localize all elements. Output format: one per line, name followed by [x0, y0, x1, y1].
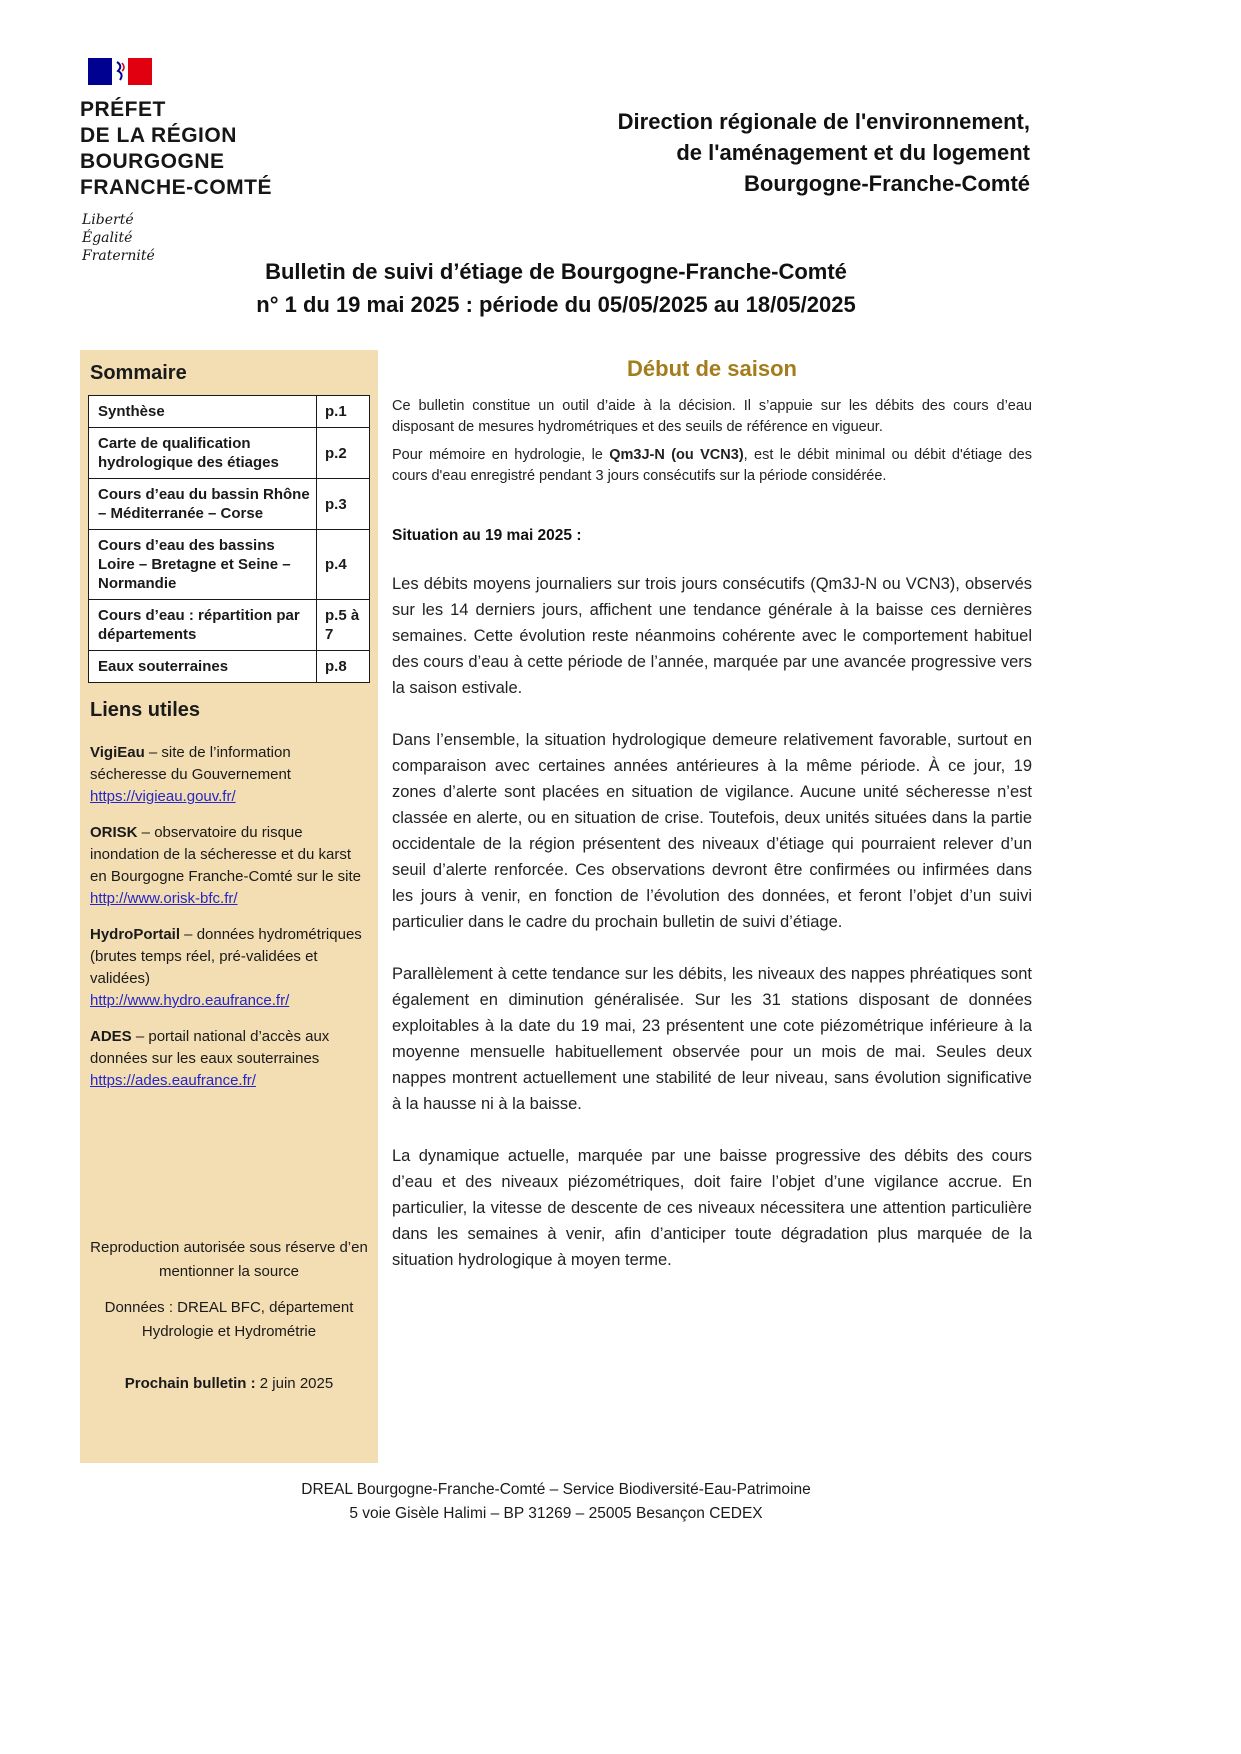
link-item-ades	[90, 1026, 368, 1092]
toc-row-eaux-souterraines	[89, 651, 370, 683]
toc-row-loire-seine	[89, 530, 370, 600]
republic-logo-block	[80, 58, 380, 265]
intro-p2-before: Pour mémoire en hydrologie, le	[392, 447, 610, 463]
liens-utiles-heading: Liens utiles	[90, 699, 201, 721]
link-item-vigieau	[90, 742, 368, 808]
toc-label: Synthèse	[89, 396, 317, 428]
toc-label: Cours d’eau des bassins Loire – Bretagne et Seine – Normandie	[89, 530, 317, 600]
next-bulletin-note	[90, 1372, 368, 1396]
toc-label: Cours d’eau du bassin Rhône – Méditerranée – Corse	[89, 479, 317, 530]
direction-header	[618, 106, 1030, 199]
toc-row-departements	[89, 600, 370, 651]
toc-row-carte	[89, 428, 370, 479]
motto-line: Fraternité	[82, 248, 155, 264]
body-paragraph-2: Dans l’ensemble, la situation hydrologique demeure relativement favorable, surtout en comparaison avec certaines années antérieures à la même période. À ce jour, 19 zones d’alerte sont placées en situation de vigilance. Aucune unité sécheresse n’est classée en alerte, ou en situation de crise. Toutefois, deux unités situées dans la partie occidentale de la région présentent des niveaux d’étiage qui pourraient relever d’un seuil d’alerte renforcée. Ces observations devront être confirmées ou infirmées dans les jours à venir, en fonction de l’évolution des données, et feront l’objet d’un suivi particulier dans le cadre du prochain bulletin de suivi d’étiage.	[392, 731, 1032, 931]
french-flag-icon	[88, 58, 152, 85]
document-title-line1: Bulletin de suivi d’étiage de Bourgogne-Franche-Comté	[265, 259, 847, 284]
link-desc: – portail national d’accès aux données sur les eaux souterraines	[90, 1028, 330, 1067]
body-paragraph-4: La dynamique actuelle, marquée par une baisse progressive des débits des cours d’eau et des niveaux piézométriques, doit faire l’objet d’une vigilance accrue. En particulier, la vitesse de descente de ces niveaux nécessitera une attention particulière dans les semaines à venir, afin d’anticiper toute dégradation plus marquée de la situation hydrologique à moyen terme.	[392, 1147, 1032, 1269]
link-name: ADES	[90, 1028, 132, 1045]
direction-line: Direction régionale de l'environnement,	[617, 109, 1030, 134]
vigieau-link[interactable]: https://vigieau.gouv.fr/	[90, 788, 236, 805]
toc-page: p.4	[317, 530, 370, 600]
motto-line: Liberté	[82, 212, 134, 228]
toc-label: Eaux souterraines	[89, 651, 317, 683]
data-source-note: Données : DREAL BFC, département Hydrologie et Hydrométrie	[104, 1299, 354, 1340]
intro-paragraph-2	[392, 445, 1032, 487]
intro-p2-after: , est le débit minimal ou débit d'étiage des cours d'eau enregistré pendant 3 jours consécutifs sur la période considérée.	[392, 447, 1032, 484]
toc-row-synthese	[89, 396, 370, 428]
table-of-contents	[88, 395, 370, 683]
toc-page: p.3	[317, 479, 370, 530]
link-item-hydroportail	[90, 924, 368, 1012]
toc-label: Carte de qualification hydrologique des étiages	[89, 428, 317, 479]
sidebar-panel	[80, 350, 378, 1463]
toc-page: p.5 à 7	[317, 600, 370, 651]
hydroportail-link[interactable]: http://www.hydro.eaufrance.fr/	[90, 992, 290, 1009]
footer-line2: 5 voie Gisèle Halimi – BP 31269 – 25005 Besançon CEDEX	[349, 1505, 763, 1522]
next-bulletin-date: 2 juin 2025	[255, 1375, 334, 1392]
toc-page: p.1	[317, 396, 370, 428]
toc-page: p.2	[317, 428, 370, 479]
intro-paragraph-1: Ce bulletin constitue un outil d’aide à la décision. Il s’appuie sur les débits des cours d’eau disposant de mesures hydrométriques et des seuils de référence en vigueur.	[392, 398, 1032, 435]
document-title-line2: n° 1 du 19 mai 2025 : période du 05/05/2025 au 18/05/2025	[256, 292, 856, 317]
direction-line: de l'aménagement et du logement	[676, 140, 1030, 165]
link-name: ORISK	[90, 824, 138, 841]
toc-row-rhone	[89, 479, 370, 530]
link-desc: – observatoire du risque inondation de la sécheresse et du karst en Bourgogne Franche-Comté sur le site	[90, 824, 361, 885]
link-name: VigiEau	[90, 744, 145, 761]
prefet-line: DE LA RÉGION	[80, 124, 237, 147]
sommaire-heading: Sommaire	[90, 362, 187, 384]
link-desc: – site de l’information sécheresse du Gouvernement	[90, 744, 291, 783]
ades-link[interactable]: https://ades.eaufrance.fr/	[90, 1072, 256, 1089]
link-item-orisk	[90, 822, 368, 910]
toc-label: Cours d’eau : répartition par départements	[89, 600, 317, 651]
reproduction-note: Reproduction autorisée sous réserve d’en mentionner la source	[90, 1239, 368, 1280]
season-heading: Début de saison	[627, 356, 797, 381]
orisk-link[interactable]: http://www.orisk-bfc.fr/	[90, 890, 238, 907]
footer-line1: DREAL Bourgogne-Franche-Comté – Service Biodiversité-Eau-Patrimoine	[301, 1481, 811, 1498]
intro-p2-term: Qm3J-N (ou VCN3)	[609, 447, 744, 463]
body-paragraph-3: Parallèlement à cette tendance sur les débits, les niveaux des nappes phréatiques sont également en diminution généralisée. Sur les 31 stations disposant de données exploitables à la date du 19 mai, 23 présentent une cote piézométrique inférieure à la moyenne mensuelle habituellement observée pour un mois de mai. Seules deux nappes montrent actuellement une stabilité de leur niveau, sans évolution significative à la hausse ni à la baisse.	[392, 965, 1032, 1113]
toc-page: p.8	[317, 651, 370, 683]
direction-line: Bourgogne-Franche-Comté	[744, 171, 1030, 196]
prefet-line: FRANCHE-COMTÉ	[80, 176, 272, 199]
document-title	[80, 255, 1032, 321]
prefet-line: BOURGOGNE	[80, 150, 225, 173]
link-name: HydroPortail	[90, 926, 181, 943]
link-desc: – données hydrométriques (brutes temps réel, pré-validées et validées)	[90, 926, 362, 987]
main-content	[392, 356, 1032, 1273]
situation-heading: Situation au 19 mai 2025 :	[392, 527, 582, 544]
prefet-line: PRÉFET	[80, 98, 166, 121]
next-bulletin-label: Prochain bulletin :	[124, 1375, 256, 1392]
body-paragraph-1: Les débits moyens journaliers sur trois jours consécutifs (Qm3J-N ou VCN3), observés sur les 14 derniers jours, affichent une tendance générale à la baisse ces dernières semaines. Cette évolution reste néanmoins cohérente avec le comportement habituel des cours d’eau à cette période de l’année, marquée par une avancée progressive vers la saison estivale.	[392, 575, 1032, 697]
motto-line: Égalité	[82, 230, 133, 246]
page-footer	[80, 1478, 1032, 1526]
